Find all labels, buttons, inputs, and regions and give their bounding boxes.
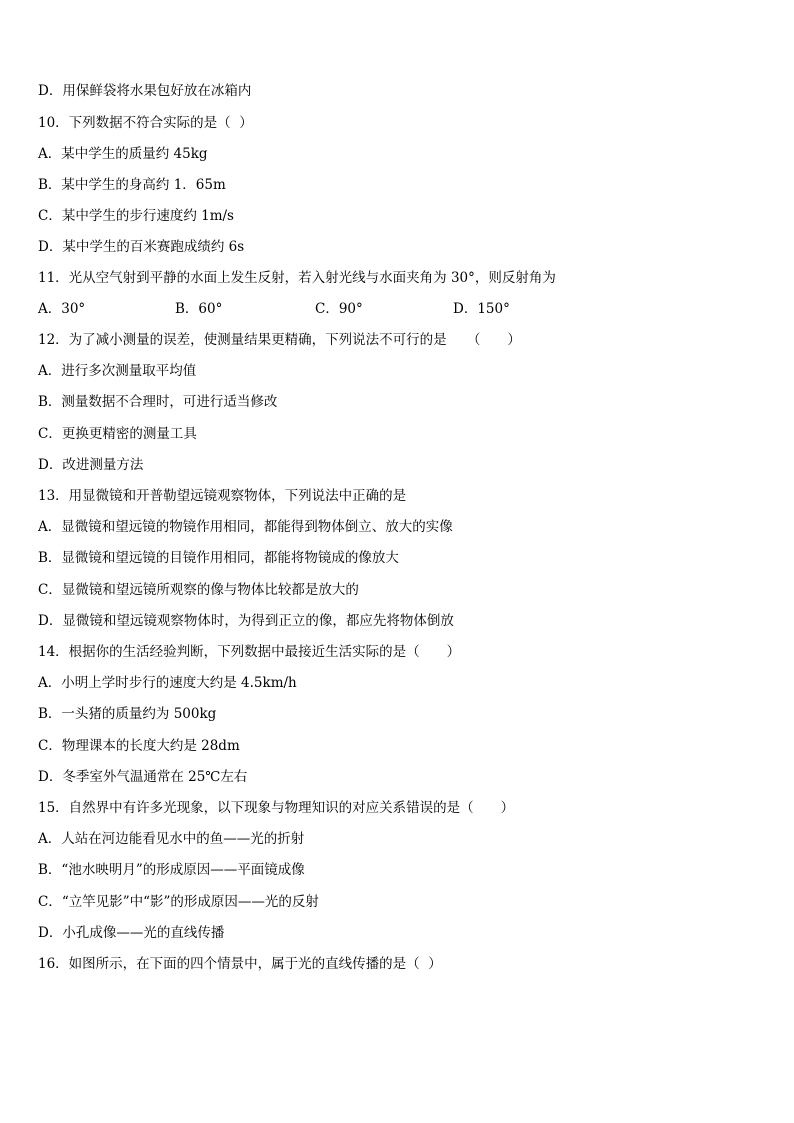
q15-option-a: A．人站在河边能看见水中的鱼——光的折射	[38, 831, 305, 847]
q11-option-a: A．30°	[38, 301, 86, 317]
q12-option-c: C．更换更精密的测量工具	[38, 426, 197, 442]
q10-option-c: C．某中学生的步行速度约 1m/s	[38, 208, 234, 224]
q10-stem: 10．下列数据不符合实际的是（ ）	[38, 115, 253, 131]
q12-option-b: B．测量数据不合理时，可进行适当修改	[38, 394, 278, 410]
q11-option-c: C．90°	[315, 301, 363, 317]
q12-option-d: D．改进测量方法	[38, 457, 144, 473]
q13-option-c: C．显微镜和望远镜所观察的像与物体比较都是放大的	[38, 582, 359, 598]
q15-stem: 15．自然界中有许多光现象，以下现象与物理知识的对应关系错误的是（ ）	[38, 800, 515, 816]
q14-stem: 14．根据你的生活经验判断，下列数据中最接近生活实际的是（ ）	[38, 644, 461, 660]
q10-option-d: D．某中学生的百米赛跑成绩约 6s	[38, 239, 245, 255]
q13-option-d: D．显微镜和望远镜观察物体时，为得到正立的像，都应先将物体倒放	[38, 613, 454, 629]
q14-option-a: A．小明上学时步行的速度大约是 4.5km/h	[38, 675, 297, 691]
q15-option-c: C．“立竿见影”中“影”的形成原因——光的反射	[38, 894, 319, 910]
q14-option-d: D．冬季室外气温通常在 25℃左右	[38, 769, 248, 785]
q13-option-b: B．显微镜和望远镜的目镜作用相同，都能将物镜成的像放大	[38, 550, 399, 566]
q12-stem: 12．为了减小测量的误差，使测量结果更精确，下列说法不可行的是 （ ）	[38, 332, 521, 348]
q15-option-d: D．小孔成像——光的直线传播	[38, 925, 225, 941]
q13-option-a: A．显微镜和望远镜的物镜作用相同，都能得到物体倒立、放大的实像	[38, 519, 453, 535]
q10-option-b: B．某中学生的身高约 1．65m	[38, 177, 226, 193]
q10-option-a: A．某中学生的质量约 45kg	[38, 146, 208, 162]
q16-stem: 16．如图所示，在下面的四个情景中，属于光的直线传播的是（ ）	[38, 956, 442, 972]
q13-stem: 13．用显微镜和开普勒望远镜观察物体，下列说法中正确的是	[38, 488, 407, 504]
q11-option-d: D．150°	[453, 301, 510, 317]
q12-option-a: A．进行多次测量取平均值	[38, 363, 197, 379]
q11-option-b: B．60°	[175, 301, 223, 317]
q9-option-d: D．用保鲜袋将水果包好放在冰箱内	[38, 83, 252, 99]
q14-option-b: B．一头猪的质量约为 500kg	[38, 706, 217, 722]
q15-option-b: B．“池水映明月”的形成原因——平面镜成像	[38, 862, 305, 878]
q14-option-c: C．物理课本的长度大约是 28dm	[38, 738, 240, 754]
q11-stem: 11．光从空气射到平静的水面上发生反射，若入射光线与水面夹角为 30°，则反射角为	[38, 270, 556, 286]
